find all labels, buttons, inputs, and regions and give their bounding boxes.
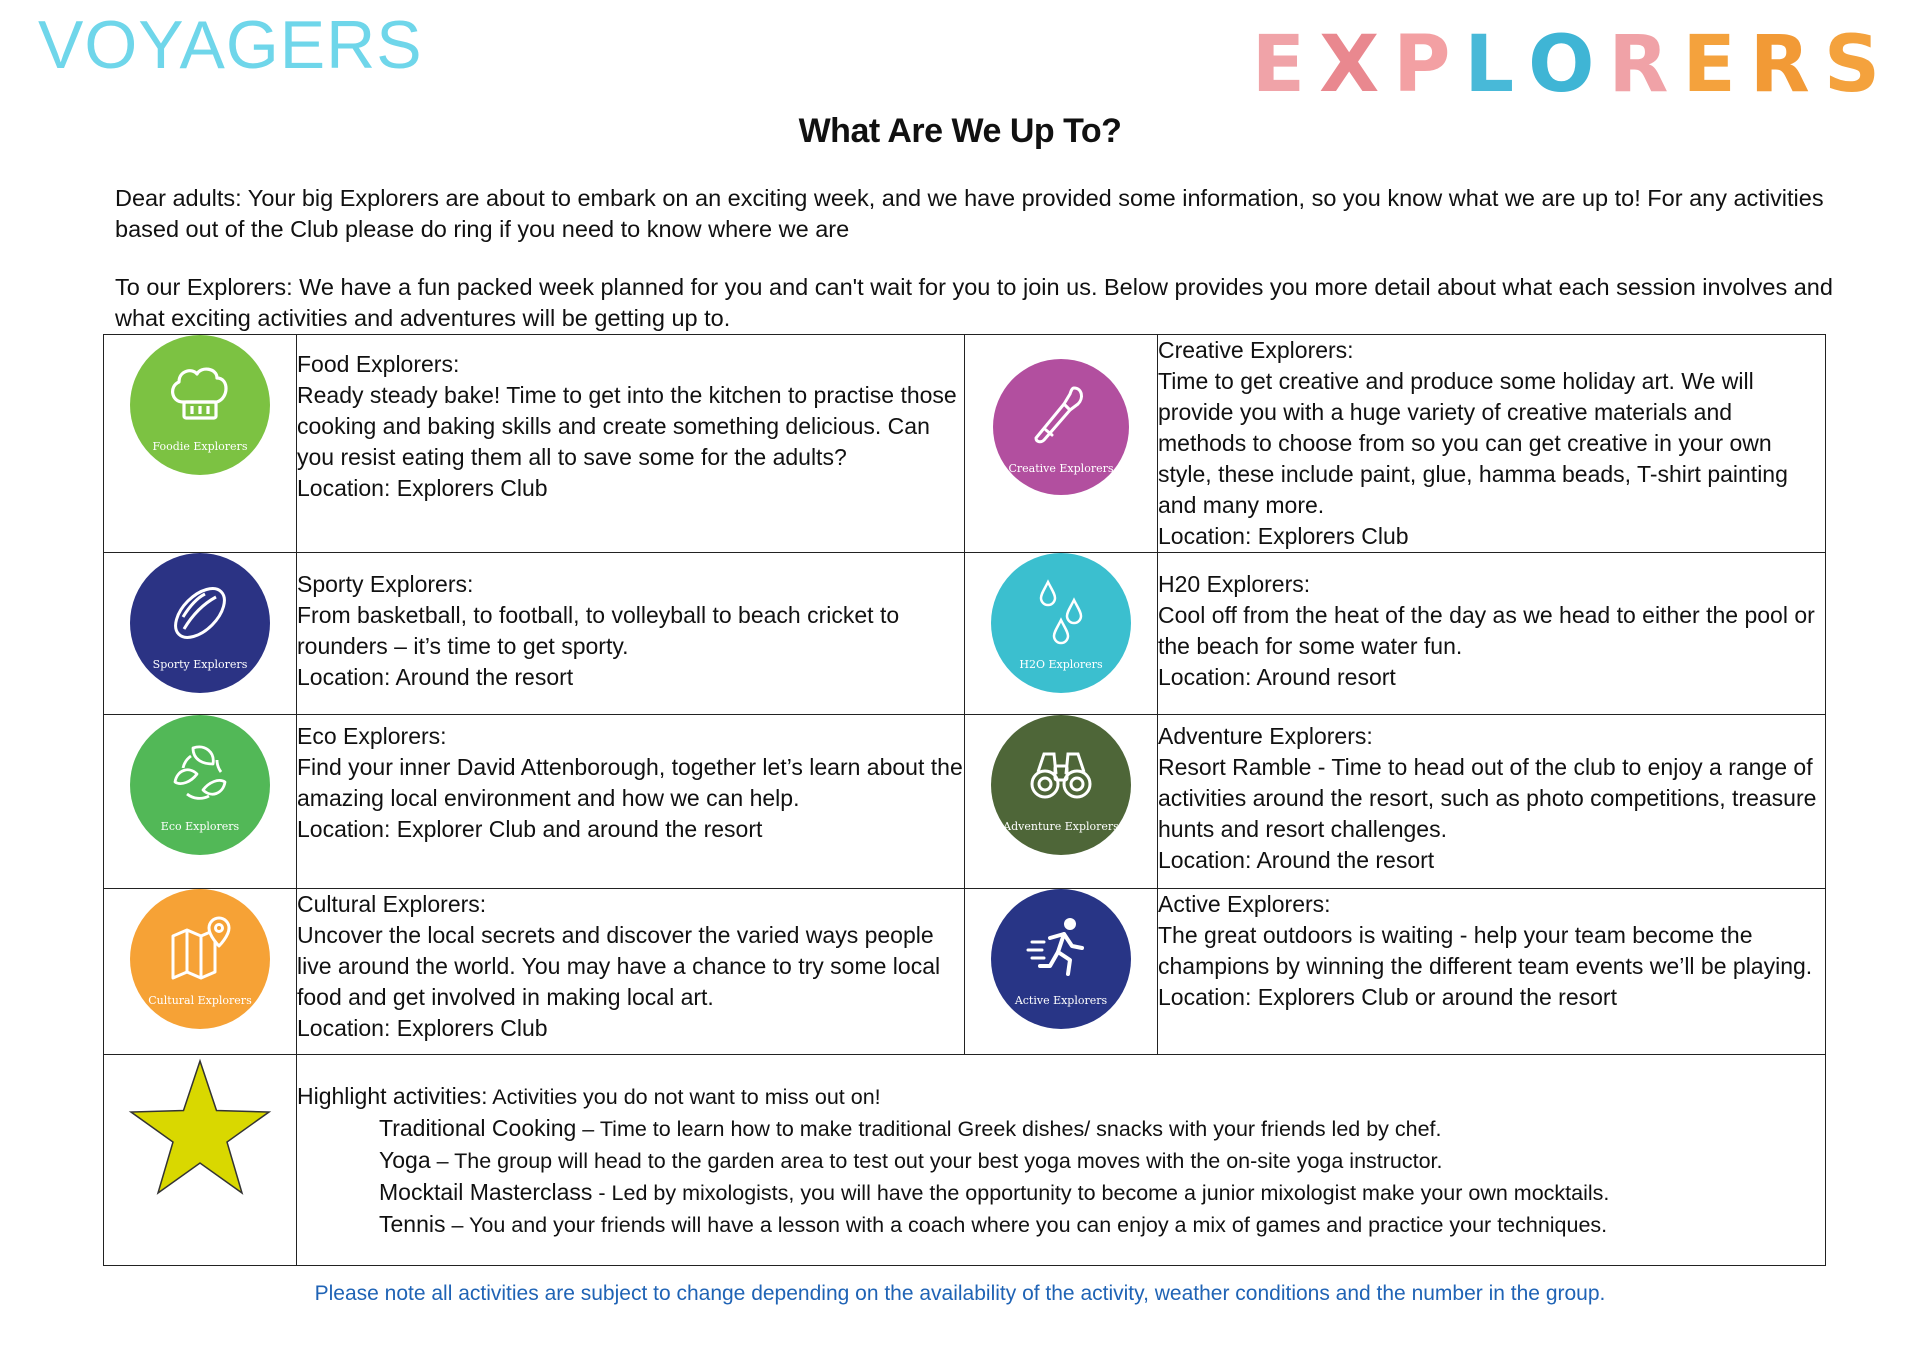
food-description: Ready steady bake! Time to get into the kitchen to practise those cooking and baking skills and create something delicious. Can you resist eating them all to save some for the adults? xyxy=(297,382,957,470)
star-cell xyxy=(104,1055,297,1266)
sporty-badge-label: Sporty Explorers xyxy=(152,657,248,671)
cultural-description: Uncover the local secrets and discover the varied ways people live around the world. You may have a chance to try some local food and get involved in making local art. xyxy=(297,922,941,1010)
recycle-leaves-icon xyxy=(163,738,237,812)
h2o-explorers-cell xyxy=(1158,553,1826,715)
adventure-badge-label: Adventure Explorers xyxy=(1003,819,1119,833)
highlights-subtitle: Activities you do not want to miss out on! xyxy=(487,1085,881,1109)
food-title: Food Explorers: xyxy=(297,351,460,377)
intro-explorers: To our Explorers: We have a fun packed week planned for you and can't wait for you to join us. Below provides you more detail about what each session involves and what exciting activities and adventures will be getting up to. xyxy=(115,274,1833,331)
highlight-text: – You and your friends will have a lesson with a coach where you can enjoy a mix of games and practice your techniques. xyxy=(445,1213,1608,1237)
binoculars-icon xyxy=(1024,738,1098,812)
rugby-ball-icon xyxy=(163,576,237,650)
highlight-name: Yoga xyxy=(379,1147,431,1173)
table-row xyxy=(104,715,1826,889)
list-item xyxy=(297,1177,1825,1209)
highlight-text: – The group will head to the garden area to test out your best yoga moves with the on-site yoga instructor. xyxy=(430,1149,1443,1173)
table-row xyxy=(104,889,1826,1055)
explorers-logo-letter: O xyxy=(1528,20,1609,110)
creative-location: Location: Explorers Club xyxy=(1158,523,1409,549)
h2o-title: H20 Explorers: xyxy=(1158,571,1311,597)
h2o-description: Cool off from the heat of the day as we head to either the pool or the beach for some water fun. xyxy=(1158,602,1815,659)
voyagers-logo: VOYAGERS xyxy=(38,7,423,83)
chef-hat-icon xyxy=(163,358,237,432)
sporty-explorers-cell xyxy=(297,553,965,715)
highlight-text: – Time to learn how to make traditional Greek dishes/ snacks with your friends led by chef. xyxy=(576,1117,1442,1141)
eco-badge xyxy=(130,715,270,855)
paintbrush-icon xyxy=(1024,380,1098,454)
food-explorers-cell xyxy=(297,335,965,553)
explorers-logo-letter: E xyxy=(1682,20,1750,110)
eco-title: Eco Explorers: xyxy=(297,723,447,749)
h2o-badge-cell xyxy=(965,553,1158,715)
table-row xyxy=(104,335,1826,553)
h2o-location: Location: Around resort xyxy=(1158,664,1396,690)
adventure-description: Resort Ramble - Time to head out of the club to enjoy a range of activities around the resort, such as photo competitions, treasure hunts and resort challenges. xyxy=(1158,754,1817,842)
eco-location: Location: Explorer Club and around the resort xyxy=(297,816,763,842)
sporty-title: Sporty Explorers: xyxy=(297,571,474,597)
h2o-badge-label: H2O Explorers xyxy=(1019,657,1103,671)
active-description: The great outdoors is waiting - help your team become the champions by winning the different team events we’ll be playing. xyxy=(1158,922,1813,979)
star-icon xyxy=(125,1055,275,1205)
eco-description: Find your inner David Attenborough, together let’s learn about the amazing local environment and how we can help. xyxy=(297,754,963,811)
food-badge-cell xyxy=(104,335,297,553)
map-pin-icon xyxy=(163,912,237,986)
sporty-badge-cell xyxy=(104,553,297,715)
runner-icon xyxy=(1024,912,1098,986)
page-title: What Are We Up To? xyxy=(798,112,1122,150)
adventure-explorers-cell xyxy=(1158,715,1826,889)
highlight-name: Traditional Cooking xyxy=(379,1115,577,1141)
explorers-logo-letter: R xyxy=(1749,20,1824,110)
highlights-heading xyxy=(297,1081,1825,1113)
active-title: Active Explorers: xyxy=(1158,891,1331,917)
highlight-name: Tennis xyxy=(379,1211,446,1237)
explorers-logo-letter: R xyxy=(1608,20,1683,110)
cultural-explorers-cell xyxy=(297,889,965,1055)
active-badge-cell xyxy=(965,889,1158,1055)
active-badge xyxy=(991,889,1131,1029)
highlights-title: Highlight activities: xyxy=(297,1083,488,1109)
water-drops-icon xyxy=(1024,576,1098,650)
adventure-title: Adventure Explorers: xyxy=(1158,723,1373,749)
highlight-name: Mocktail Masterclass xyxy=(379,1179,593,1205)
sporty-description: From basketball, to football, to volleyball to beach cricket to rounders – it’s time to get sporty. xyxy=(297,602,900,659)
cultural-title: Cultural Explorers: xyxy=(297,891,487,917)
explorers-logo-letter: X xyxy=(1319,20,1394,110)
explorers-logo-letter: E xyxy=(1251,20,1320,110)
creative-description: Time to get creative and produce some holiday art. We will provide you with a huge variety of creative materials and methods to choose from so you can get creative in your own style, these include paint, glue, hamma beads, T-shirt painting and many more. xyxy=(1158,368,1788,518)
cultural-badge-cell xyxy=(104,889,297,1055)
food-badge xyxy=(130,335,270,475)
eco-badge-label: Eco Explorers xyxy=(160,819,240,833)
footer-note: Please note all activities are subject to change depending on the availability of the activity, weather conditions and the number in the group. xyxy=(314,1282,1606,1305)
table-row xyxy=(104,553,1826,715)
sporty-location: Location: Around the resort xyxy=(297,664,574,690)
cultural-badge-label: Cultural Explorers xyxy=(148,993,252,1007)
explorers-logo-letter: S xyxy=(1823,20,1894,110)
list-item xyxy=(297,1113,1825,1145)
h2o-badge xyxy=(991,553,1131,693)
creative-badge xyxy=(993,359,1129,495)
creative-badge-label: Creative Explorers xyxy=(1008,461,1114,475)
cultural-badge xyxy=(130,889,270,1029)
adventure-location: Location: Around the resort xyxy=(1158,847,1435,873)
explorers-logo-letter: L xyxy=(1464,20,1529,110)
list-item xyxy=(297,1209,1825,1241)
adventure-badge-cell xyxy=(965,715,1158,889)
active-location: Location: Explorers Club or around the resort xyxy=(1158,984,1617,1010)
highlights-cell xyxy=(297,1055,1826,1266)
food-location: Location: Explorers Club xyxy=(297,475,548,501)
eco-badge-cell xyxy=(104,715,297,889)
food-badge-label: Foodie Explorers xyxy=(152,439,248,453)
highlight-text: - Led by mixologists, you will have the opportunity to become a junior mixologist make your own mocktails. xyxy=(592,1181,1610,1205)
explorers-logo-letter: P xyxy=(1393,20,1465,110)
creative-badge-cell xyxy=(965,335,1158,553)
creative-title: Creative Explorers: xyxy=(1158,337,1354,363)
active-badge-label: Active Explorers xyxy=(1014,993,1108,1007)
adventure-badge xyxy=(991,715,1131,855)
cultural-location: Location: Explorers Club xyxy=(297,1015,548,1041)
intro-adults: Dear adults: Your big Explorers are about to embark on an exciting week, and we have provided some information, so you know what we are up to! For any activities based out of the Club please do ring if you need to know where we are xyxy=(115,185,1824,242)
activities-table xyxy=(103,334,1826,1266)
explorers-logo xyxy=(1252,20,1894,110)
list-item xyxy=(297,1145,1825,1177)
table-row xyxy=(104,1055,1826,1266)
creative-explorers-cell xyxy=(1158,335,1826,553)
active-explorers-cell xyxy=(1158,889,1826,1055)
sporty-badge xyxy=(130,553,270,693)
eco-explorers-cell xyxy=(297,715,965,889)
